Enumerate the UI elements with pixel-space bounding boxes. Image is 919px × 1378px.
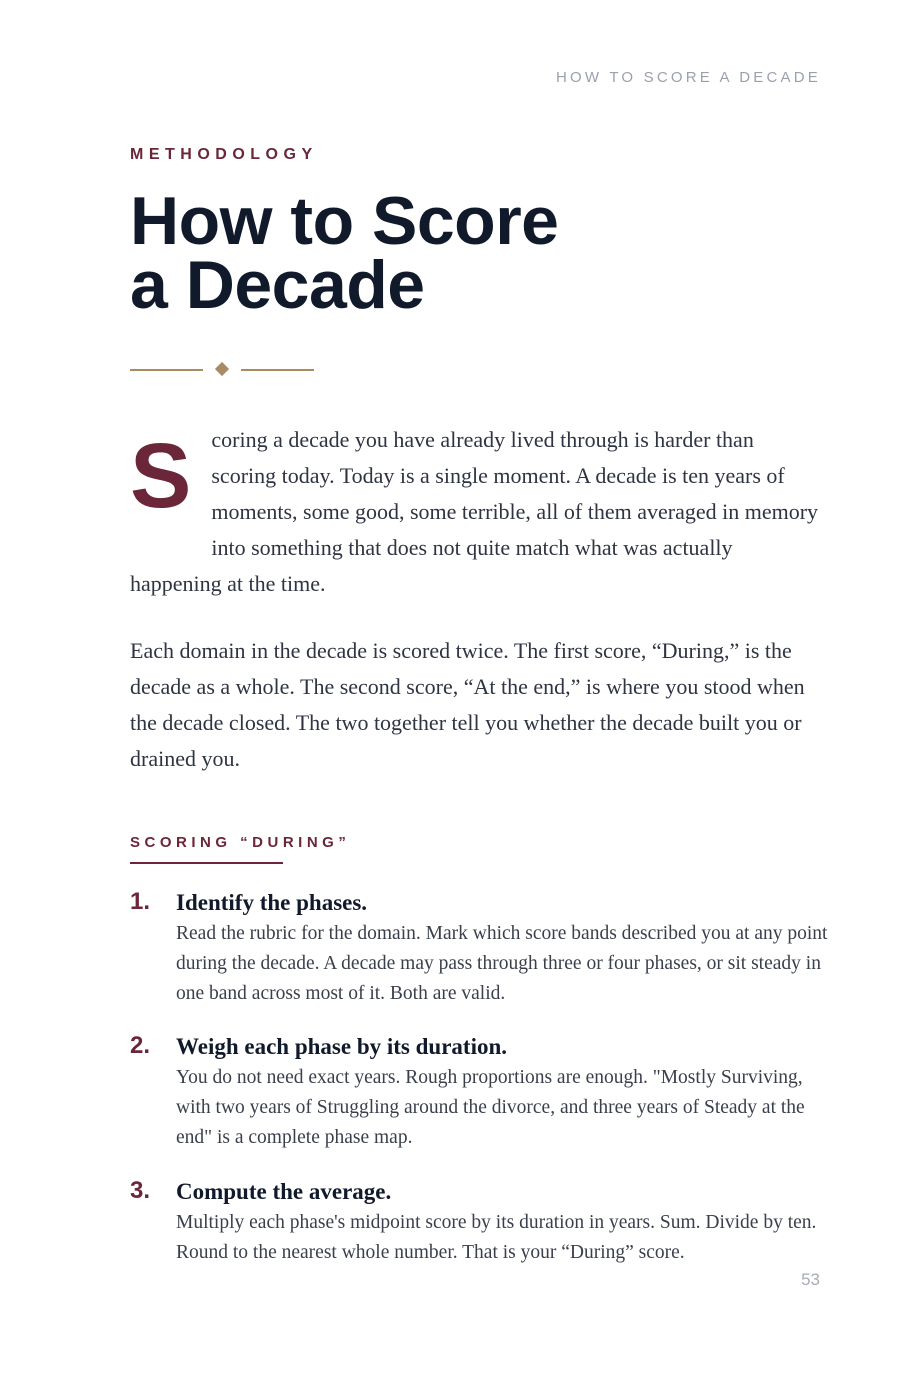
section-heading-underline — [130, 862, 283, 864]
running-head: HOW TO SCORE A DECADE — [555, 69, 821, 86]
intro-text: coring a decade you have already lived through is harder than scoring today. Today is a single moment. A decade is ten years of moments, some good, some terrible, all of them averaged in memory into something that does not quite match what was actually happening at the time. — [130, 427, 819, 596]
section-heading: SCORING “DURING” — [130, 834, 351, 851]
step-number: 2. — [130, 1032, 151, 1059]
step-title: Identify the phases. — [176, 890, 368, 915]
step-number: 1. — [130, 888, 151, 915]
step-body: Read the rubric for the domain. Mark which score bands described you at any point during the decade. A decade may pass through three or four phases, or sit steady in one band across most of it. Both are valid. — [176, 923, 828, 1004]
page-title-line-1: How to Score — [130, 183, 559, 259]
intro-paragraph — [130, 422, 820, 602]
step-title: Compute the average. — [176, 1179, 392, 1204]
section-kicker: METHODOLOGY — [130, 146, 318, 163]
page-title — [130, 183, 730, 323]
diamond-icon — [215, 362, 229, 376]
step-body: You do not need exact years. Rough proportions are enough. "Mostly Surviving, with two years of Struggling around the divorce, and three years of Steady at the end" is a complete phase map. — [176, 1067, 805, 1148]
ornament-rule-left — [130, 369, 203, 371]
body-paragraph: Each domain in the decade is scored twice. The first score, “During,” is the decade as a whole. The second score, “At the end,” is where you stood when the decade closed. The two together tell you whether the decade built you or drained you. — [130, 638, 805, 771]
step-title: Weigh each phase by its duration. — [176, 1034, 507, 1059]
page-number: 53 — [801, 1270, 820, 1289]
step-number: 3. — [130, 1177, 151, 1204]
step-body: Multiply each phase's midpoint score by its duration in years. Sum. Divide by ten. Round to the nearest whole number. That is your “During” score. — [176, 1212, 817, 1263]
drop-cap: S — [130, 425, 192, 527]
page-title-line-2: a Decade — [130, 247, 425, 323]
ornament-rule-right — [241, 369, 314, 371]
ornament-divider — [130, 362, 314, 378]
